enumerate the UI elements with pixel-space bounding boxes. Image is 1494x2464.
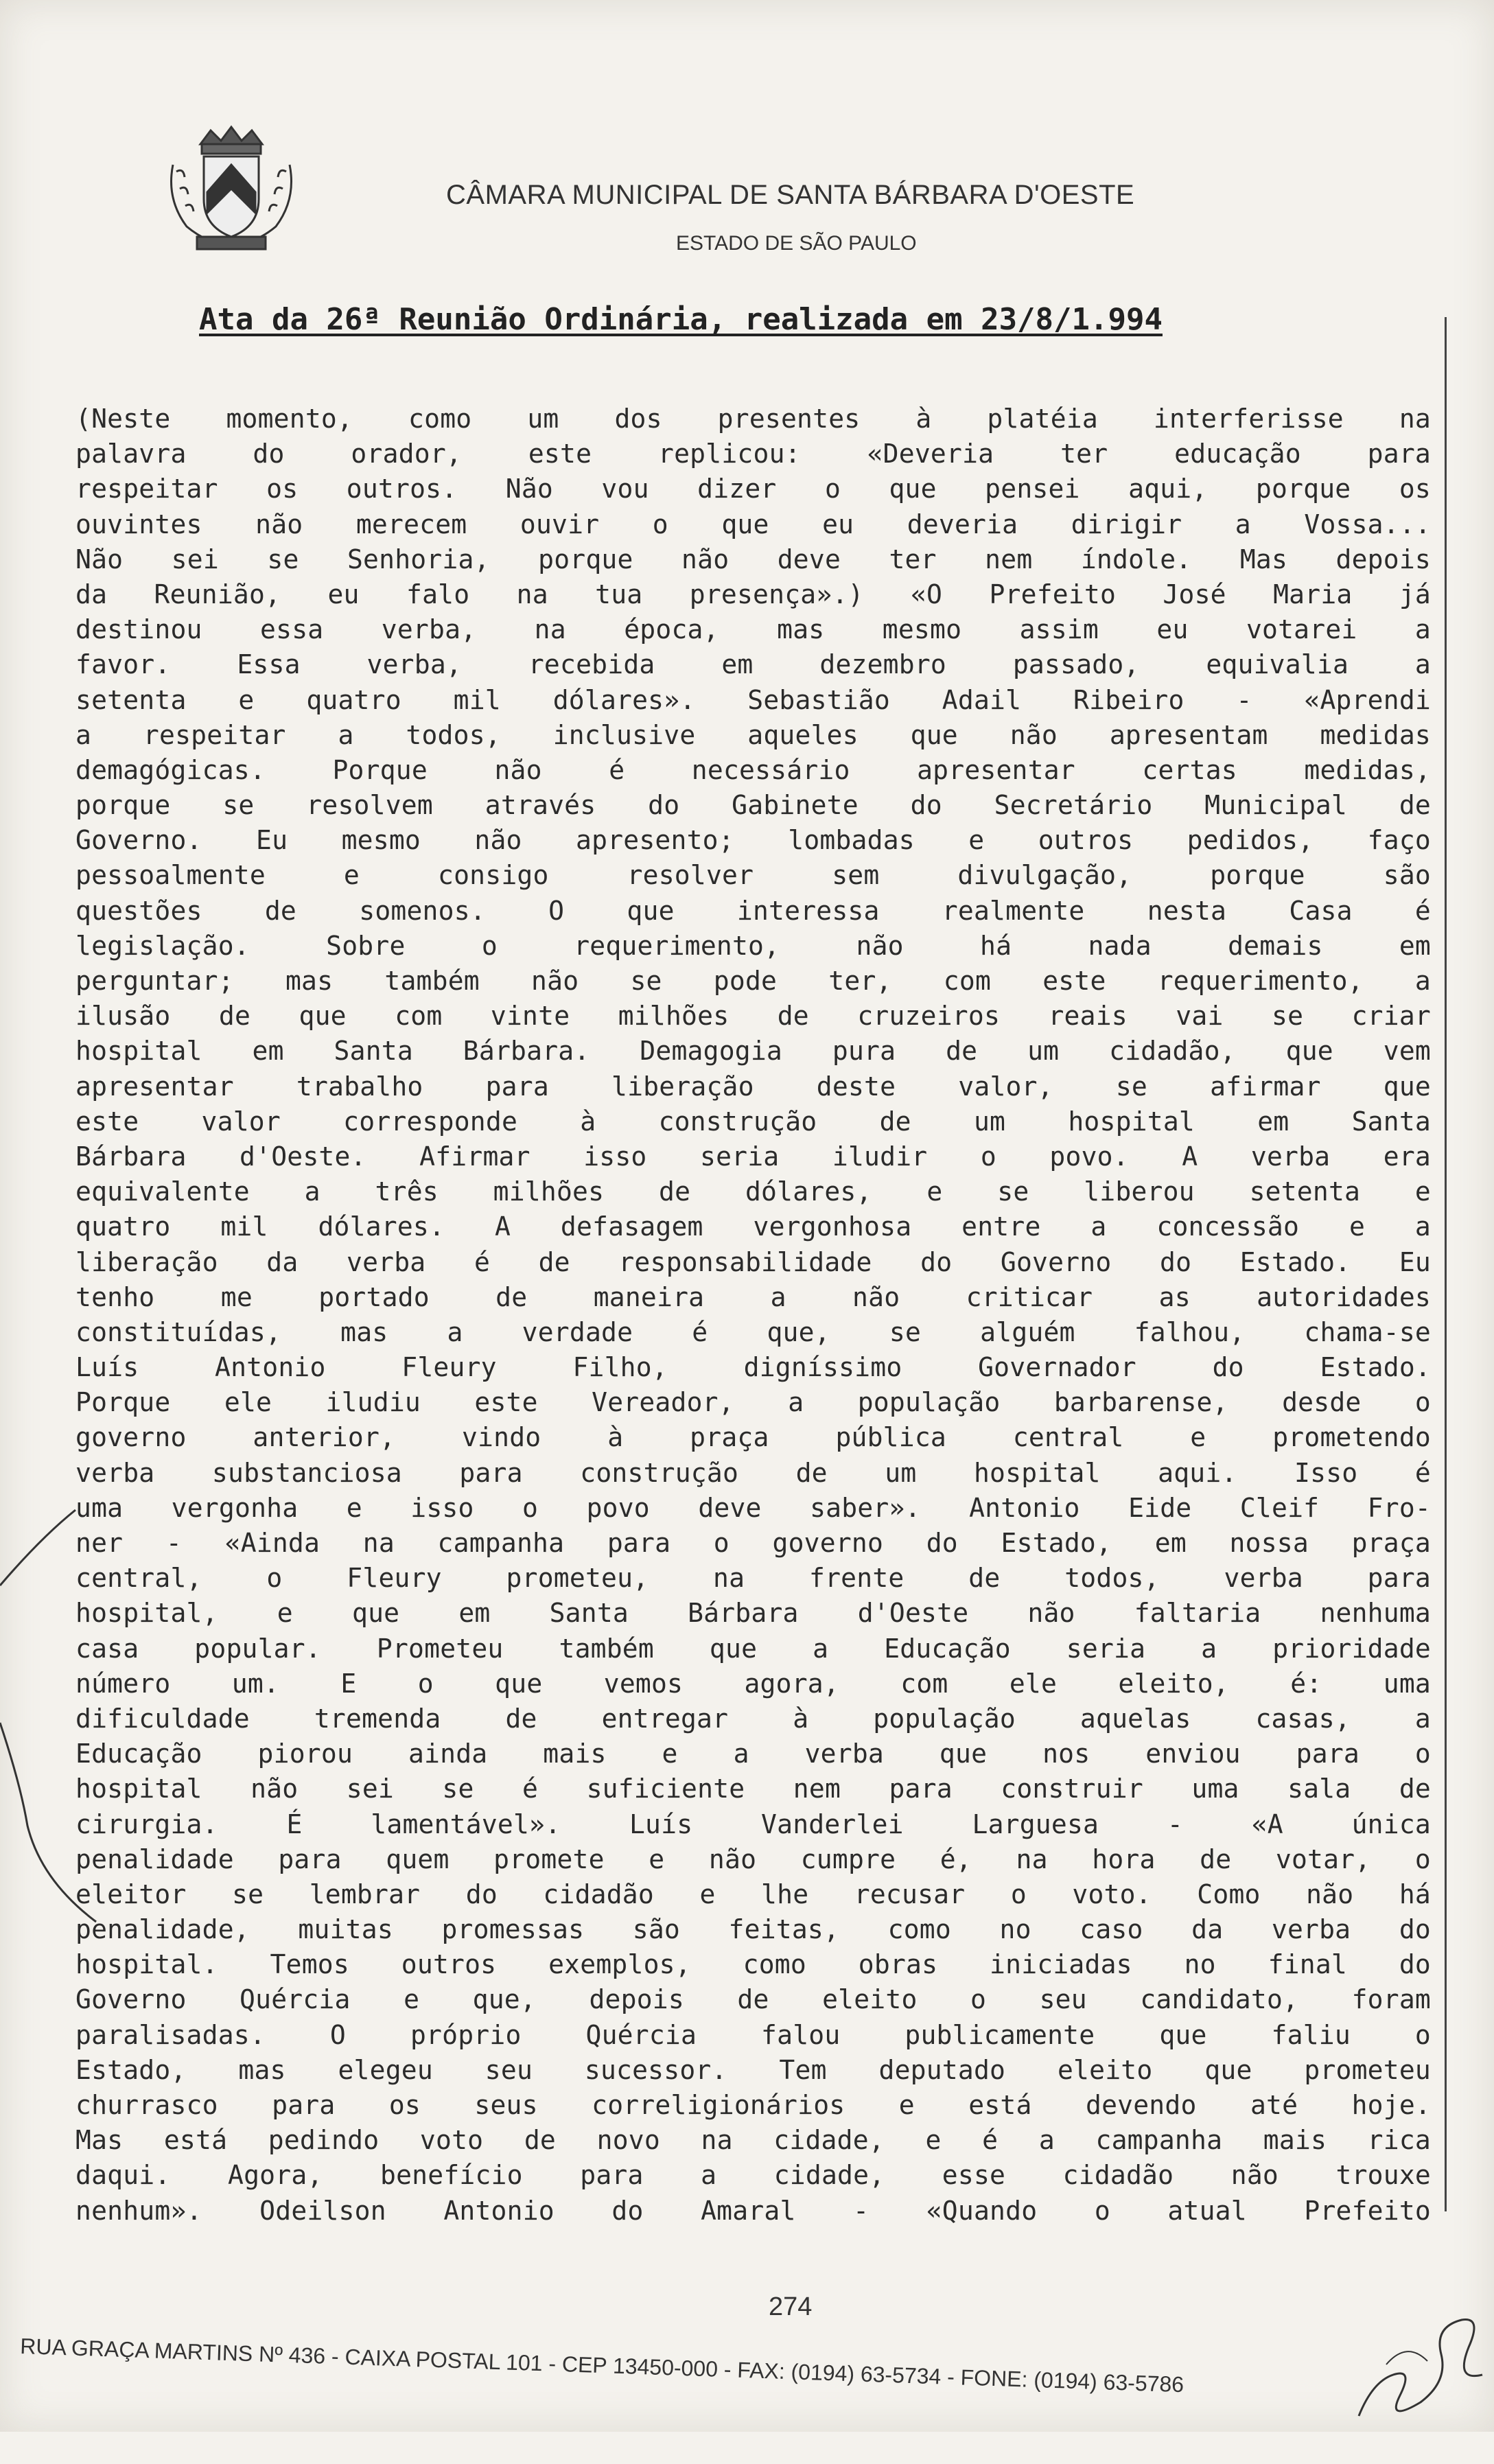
body-line: Bárbara d'Oeste. Afirmar isso seria iludir o povo. A verba era [75,1141,1431,1172]
body-line: ilusão de que com vinte milhões de cruzeiros reais vai se criar [75,1001,1431,1032]
body-line: hospital não sei se é suficiente nem para construir uma sala de [75,1774,1431,1804]
body-line: Estado, mas elegeu seu sucessor. Tem deputado eleito que prometeu [75,2054,1431,2085]
body-line: nenhum». Odeilson Antonio do Amaral - «Quando o atual Prefeito [75,2195,1431,2226]
body-line: dificuldade tremenda de entregar à população aquelas casas, a [75,1703,1431,1734]
body-line: hospital. Temos outros exemplos, como obras iniciadas no final do [75,1949,1431,1980]
body-line: tenho me portado de maneira a não criticar as autoridades [75,1281,1431,1312]
body-line: central, o Fleury prometeu, na frente de todos, verba para [75,1563,1431,1594]
signature-mark [1345,2299,1489,2430]
body-line: (Neste momento, como um dos presentes à platéia interferisse na [75,404,1431,434]
document-title: Ata da 26ª Reunião Ordinária, realizada em 23/8/1.994 [199,302,1163,337]
margin-pen-stroke [0,1496,103,1977]
body-line: Luís Antonio Fleury Filho, digníssimo Governador do Estado. [75,1352,1431,1383]
body-line: ouvintes não merecem ouvir o que eu deveria dirigir a Vossa... [75,509,1431,539]
body-line: Educação piorou ainda mais e a verba que nos enviou para o [75,1739,1431,1769]
body-line: a respeitar a todos, inclusive aqueles que não apresentam medidas [75,719,1431,750]
body-line: paralisadas. O próprio Quércia falou publicamente que faliu o [75,2019,1431,2050]
page-number: 274 [769,2292,813,2321]
body-line: legislação. Sobre o requerimento, não há nada demais em [75,930,1431,961]
body-line: porque se resolvem através do Gabinete do Secretário Municipal de [75,790,1431,821]
body-line: Governo Quércia e que, depois de eleito o seu candidato, foram [75,1984,1431,2015]
body-line: governo anterior, vindo à praça pública central e prometendo [75,1422,1431,1453]
body-line: Governo. Eu mesmo não apresento; lombadas e outros pedidos, faço [75,825,1431,856]
body-line: quatro mil dólares. A defasagem vergonhosa entre a concessão e a [75,1211,1431,1242]
body-line: uma vergonha e isso o povo deve saber». Antonio Eide Cleif Fro- [75,1492,1431,1523]
body-line: constituídas, mas a verdade é que, se alguém falhou, chama-se [75,1316,1431,1347]
body-line: setenta e quatro mil dólares». Sebastião Adail Ribeiro - «Aprendi [75,684,1431,715]
body-line: verba substanciosa para construção de um hospital aqui. Isso é [75,1457,1431,1488]
footer-address: RUA GRAÇA MARTINS Nº 436 - CAIXA POSTAL 101 - CEP 13450-000 - FAX: (0194) 63-5734 - FONE: (0194) 63-5786 [19,2334,1184,2397]
body-line: Porque ele iludiu este Vereador, a população barbarense, desde o [75,1387,1431,1418]
body-line: demagógicas. Porque não é necessário apresentar certas medidas, [75,754,1431,785]
body-line: perguntar; mas também não se pode ter, com este requerimento, a [75,966,1431,996]
body-line: palavra do orador, este replicou: «Deveria ter educação para [75,439,1431,469]
body-line: Não sei se Senhoria, porque não deve ter nem índole. Mas depois [75,544,1431,574]
body-line: hospital em Santa Bárbara. Demagogia pura de um cidadão, que vem [75,1036,1431,1067]
body-line: casa popular. Prometeu também que a Educação seria a prioridade [75,1633,1431,1664]
body-line: liberação da verba é de responsabilidade do Governo do Estado. Eu [75,1246,1431,1277]
right-margin-line [1445,317,1447,2211]
municipal-crest-icon [159,124,303,254]
body-line: churrasco para os seus correligionários e está devendo até hoje. [75,2090,1431,2120]
body-line: pessoalmente e consigo resolver sem divulgação, porque são [75,860,1431,891]
body-line: respeitar os outros. Não vou dizer o que pensei aqui, porque os [75,474,1431,504]
body-line: eleitor se lembrar do cidadão e lhe recusar o voto. Como não há [75,1879,1431,1909]
header-state: ESTADO DE SÃO PAULO [676,232,917,255]
body-line: apresentar trabalho para liberação deste valor, se afirmar que [75,1071,1431,1102]
body-line: daqui. Agora, benefício para a cidade, esse cidadão não trouxe [75,2160,1431,2191]
body-line: penalidade para quem promete e não cumpre é, na hora de votar, o [75,1844,1431,1874]
body-line: favor. Essa verba, recebida em dezembro passado, equivalia a [75,649,1431,680]
document-body [75,402,1431,2229]
body-line: hospital, e que em Santa Bárbara d'Oeste não faltaria nenhuma [75,1598,1431,1629]
body-line: este valor corresponde à construção de um hospital em Santa [75,1106,1431,1137]
body-line: ner - «Ainda na campanha para o governo do Estado, em nossa praça [75,1528,1431,1558]
body-line: número um. E o que vemos agora, com ele eleito, é: uma [75,1668,1431,1699]
body-line: destinou essa verba, na época, mas mesmo assim eu votarei a [75,614,1431,645]
body-line: questões de somenos. O que interessa realmente nesta Casa é [75,895,1431,926]
body-line: da Reunião, eu falo na tua presença».) «O Prefeito José Maria já [75,579,1431,609]
header-title: CÂMARA MUNICIPAL DE SANTA BÁRBARA D'OESTE [446,180,1135,210]
body-line: penalidade, muitas promessas são feitas, como no caso da verba do [75,1914,1431,1945]
body-line: equivalente a três milhões de dólares, e se liberou setenta e [75,1176,1431,1207]
body-line: cirurgia. É lamentável». Luís Vanderlei Larguesa - «A única [75,1809,1431,1839]
body-line: Mas está pedindo voto de novo na cidade, e é a campanha mais rica [75,2125,1431,2156]
